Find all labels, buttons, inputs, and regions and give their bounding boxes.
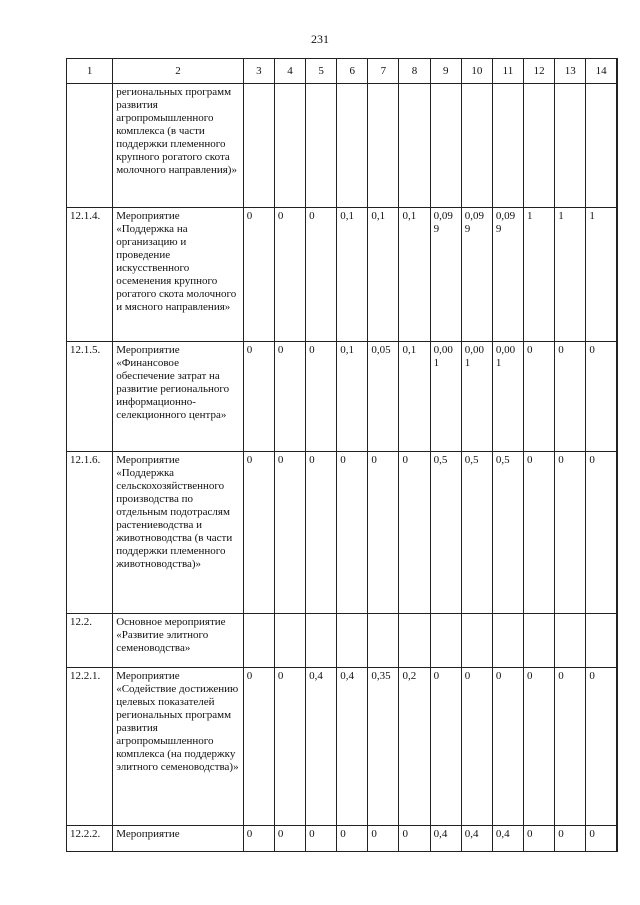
value-cell-col-4: 0 [274, 826, 305, 852]
value-cell-col-9: 0 [430, 668, 461, 826]
value-cell-col-14 [586, 84, 617, 208]
value-cell-col-7: 0,05 [368, 342, 399, 452]
value-cell-col-9: 0,4 [430, 826, 461, 852]
value-cell-col-12 [524, 614, 555, 668]
row-description: Мероприятие «Поддержка сельскохозяйственного производства по отдельным подотраслям растениеводства и животноводства (в части поддержки племенного животноводства)» [113, 452, 244, 614]
value-cell-col-10: 0,5 [461, 452, 492, 614]
value-cell-col-11: 0,5 [492, 452, 523, 614]
value-cell-col-9 [430, 84, 461, 208]
value-cell-col-8: 0 [399, 826, 430, 852]
value-cell-col-6 [337, 614, 368, 668]
value-cell-col-11: 0 [492, 668, 523, 826]
value-cell-col-13: 0 [555, 342, 586, 452]
value-cell-col-9: 0,5 [430, 452, 461, 614]
value-cell-col-12: 0 [524, 342, 555, 452]
value-cell-col-13 [555, 614, 586, 668]
table-row [67, 668, 618, 826]
page-number: 231 [311, 32, 329, 46]
value-cell-col-3 [243, 614, 274, 668]
row-description: региональных программ развития агропромышленного комплекса (в части поддержки племенного крупного рогатого скота молочного направления)» [113, 84, 244, 208]
column-header-10: 10 [461, 59, 492, 84]
value-cell-col-4 [274, 614, 305, 668]
table-row [67, 614, 618, 668]
table-row [67, 826, 618, 852]
value-cell-col-5: 0 [306, 452, 337, 614]
value-cell-col-7: 0 [368, 452, 399, 614]
row-description: Мероприятие «Финансовое обеспечение затрат на развитие регионального информационно-селекционного центра» [113, 342, 244, 452]
column-header-6: 6 [337, 59, 368, 84]
value-cell-col-10: 0,4 [461, 826, 492, 852]
row-description: Основное мероприятие «Развитие элитного семеноводства» [113, 614, 244, 668]
value-cell-col-8: 0 [399, 452, 430, 614]
value-cell-col-7: 0,1 [368, 208, 399, 342]
row-code: 12.1.4. [67, 208, 113, 342]
table-header-row [67, 59, 618, 84]
value-cell-col-10: 0 [461, 668, 492, 826]
value-cell-col-5: 0 [306, 342, 337, 452]
value-cell-col-4: 0 [274, 342, 305, 452]
value-cell-col-11 [492, 84, 523, 208]
value-cell-col-12 [524, 84, 555, 208]
column-header-12: 12 [524, 59, 555, 84]
column-header-9: 9 [430, 59, 461, 84]
value-cell-col-8: 0,1 [399, 342, 430, 452]
value-cell-col-4: 0 [274, 452, 305, 614]
value-cell-col-14 [586, 614, 617, 668]
value-cell-col-7 [368, 614, 399, 668]
row-description: Мероприятие «Содействие достижению целевых показателей региональных программ развития агропромышленного комплекса (на поддержку элитного семеноводства)» [113, 668, 244, 826]
value-cell-col-14: 0 [586, 826, 617, 852]
value-cell-col-5: 0 [306, 208, 337, 342]
value-cell-col-11: 0,099 [492, 208, 523, 342]
table-row [67, 84, 618, 208]
value-cell-col-13: 0 [555, 452, 586, 614]
column-header-4: 4 [274, 59, 305, 84]
value-cell-col-6: 0,1 [337, 342, 368, 452]
value-cell-col-7 [368, 84, 399, 208]
value-cell-col-12: 1 [524, 208, 555, 342]
value-cell-col-10: 0,001 [461, 342, 492, 452]
value-cell-col-13: 0 [555, 668, 586, 826]
value-cell-col-8 [399, 84, 430, 208]
value-cell-col-3: 0 [243, 452, 274, 614]
value-cell-col-8: 0,2 [399, 668, 430, 826]
value-cell-col-3: 0 [243, 826, 274, 852]
row-code: 12.2. [67, 614, 113, 668]
value-cell-col-12: 0 [524, 452, 555, 614]
value-cell-col-13: 1 [555, 208, 586, 342]
value-cell-col-3: 0 [243, 208, 274, 342]
column-header-13: 13 [555, 59, 586, 84]
column-header-5: 5 [306, 59, 337, 84]
value-cell-col-14: 0 [586, 452, 617, 614]
value-cell-col-6: 0 [337, 452, 368, 614]
value-cell-col-8: 0,1 [399, 208, 430, 342]
column-header-14: 14 [586, 59, 617, 84]
column-header-3: 3 [243, 59, 274, 84]
value-cell-col-7: 0,35 [368, 668, 399, 826]
column-header-2: 2 [113, 59, 244, 84]
column-header-7: 7 [368, 59, 399, 84]
value-cell-col-7: 0 [368, 826, 399, 852]
row-description: Мероприятие «Поддержка на организацию и проведение искусственного осеменения крупного рогатого скота молочного и мясного направления» [113, 208, 244, 342]
value-cell-col-3 [243, 84, 274, 208]
value-cell-col-13: 0 [555, 826, 586, 852]
column-header-1: 1 [67, 59, 113, 84]
table-row [67, 208, 618, 342]
row-code: 12.1.6. [67, 452, 113, 614]
row-code [67, 84, 113, 208]
column-header-11: 11 [492, 59, 523, 84]
value-cell-col-13 [555, 84, 586, 208]
value-cell-col-10: 0,099 [461, 208, 492, 342]
value-cell-col-10 [461, 84, 492, 208]
row-code: 12.2.2. [67, 826, 113, 852]
row-code: 12.2.1. [67, 668, 113, 826]
value-cell-col-14: 0 [586, 668, 617, 826]
value-cell-col-4: 0 [274, 208, 305, 342]
row-code: 12.1.5. [67, 342, 113, 452]
value-cell-col-9 [430, 614, 461, 668]
indicators-table [66, 58, 618, 852]
value-cell-col-9: 0,001 [430, 342, 461, 452]
value-cell-col-4: 0 [274, 668, 305, 826]
value-cell-col-3: 0 [243, 342, 274, 452]
row-description: Мероприятие [113, 826, 244, 852]
value-cell-col-11: 0,001 [492, 342, 523, 452]
value-cell-col-6: 0,1 [337, 208, 368, 342]
table-row [67, 342, 618, 452]
value-cell-col-3: 0 [243, 668, 274, 826]
value-cell-col-14: 1 [586, 208, 617, 342]
table-row [67, 452, 618, 614]
value-cell-col-10 [461, 614, 492, 668]
value-cell-col-5 [306, 614, 337, 668]
value-cell-col-5 [306, 84, 337, 208]
value-cell-col-11: 0,4 [492, 826, 523, 852]
value-cell-col-8 [399, 614, 430, 668]
value-cell-col-4 [274, 84, 305, 208]
value-cell-col-6 [337, 84, 368, 208]
value-cell-col-5: 0,4 [306, 668, 337, 826]
value-cell-col-5: 0 [306, 826, 337, 852]
value-cell-col-11 [492, 614, 523, 668]
value-cell-col-6: 0,4 [337, 668, 368, 826]
value-cell-col-12: 0 [524, 668, 555, 826]
value-cell-col-6: 0 [337, 826, 368, 852]
value-cell-col-9: 0,099 [430, 208, 461, 342]
value-cell-col-12: 0 [524, 826, 555, 852]
column-header-8: 8 [399, 59, 430, 84]
value-cell-col-14: 0 [586, 342, 617, 452]
